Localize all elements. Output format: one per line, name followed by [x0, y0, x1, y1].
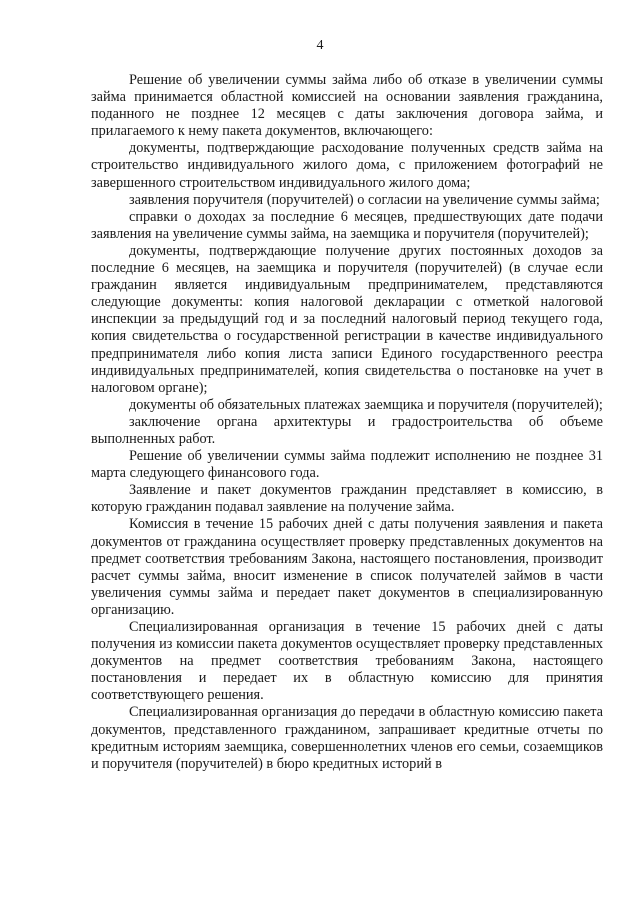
paragraph: Решение об увеличении суммы займа подлежит исполнению не позднее 31 марта следующего финансового года.	[91, 448, 603, 482]
paragraph: документы, подтверждающие получение других постоянных доходов за последние 6 месяцев, на заемщика и поручителя (поручителей) (в случае если гражданин является индивидуальным предпринимателем, представляются следующие документы: копия налоговой декларации с отметкой налоговой инспекции за предыдущий год и за последний налоговый период текущего года, копия свидетельства о государственной регистрации в качестве индивидуального предпринимателя либо копия листа записи Единого государственного реестра индивидуальных предпринимателей, копия свидетельства о постановке на учет в налоговом органе);	[91, 242, 603, 396]
document-body	[91, 72, 603, 773]
paragraph: заключение органа архитектуры и градостроительства об объеме выполненных работ.	[91, 413, 603, 447]
paragraph: справки о доходах за последние 6 месяцев, предшествующих дате подачи заявления на увеличение суммы займа, на заемщика и поручителя (поручителей);	[91, 208, 603, 242]
paragraph: заявления поручителя (поручителей) о согласии на увеличение суммы займа;	[129, 191, 600, 208]
paragraph: документы об обязательных платежах заемщика и поручителя (поручителей);	[129, 396, 603, 413]
page-number: 4	[316, 38, 324, 53]
paragraph: Комиссия в течение 15 рабочих дней с даты получения заявления и пакета документов от гражданина осуществляет проверку представленных документов на предмет соответствия требованиям Закона, настоящего постановления, производит расчет суммы займа, вносит изменение в список получателей займов в части увеличения суммы займа и передает пакет документов в специализированную организацию.	[91, 516, 603, 618]
paragraph: Специализированная организация в течение 15 рабочих дней с даты получения из комиссии пакета документов осуществляет проверку представленных документов на предмет соответствия требованиям Закона, настоящего постановления и передает их в областную комиссию для принятия соответствующего решения.	[91, 619, 603, 704]
paragraph: Специализированная организация до передачи в областную комиссию пакета документов, представленного гражданином, запрашивает кредитные отчеты по кредитным историям заемщика, совершеннолетних членов его семьи, созаемщиков и поручителя (поручителей) в бюро кредитных историй в	[91, 704, 603, 772]
paragraph: Решение об увеличении суммы займа либо об отказе в увеличении суммы займа принимается областной комиссией на основании заявления гражданина, поданного не позднее 12 месяцев с даты заключения договора займа, и прилагаемого к нему пакета документов, включающего:	[91, 72, 603, 140]
paragraph: Заявление и пакет документов гражданин представляет в комиссию, в которую гражданин подавал заявление на получение займа.	[91, 482, 603, 516]
paragraph: документы, подтверждающие расходование полученных средств займа на строительство индивидуального жилого дома, с приложением фотографий не завершенного строительством индивидуального жилого дома;	[91, 140, 603, 191]
